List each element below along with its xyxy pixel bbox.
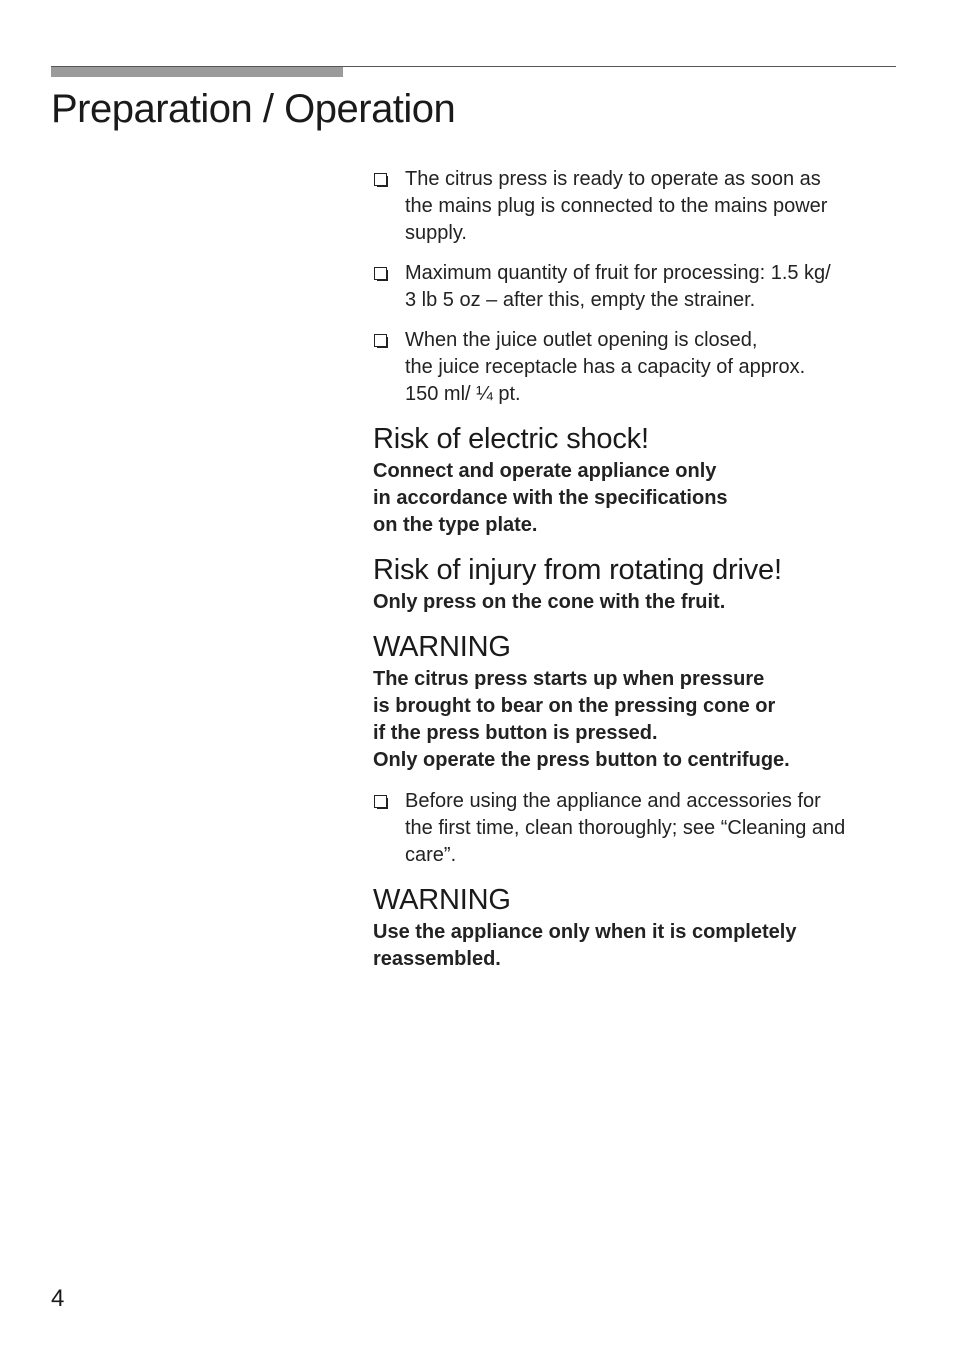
- section-heading: Risk of injury from rotating drive!: [373, 554, 782, 586]
- list-item-text: the mains plug is connected to the mains power: [405, 195, 828, 217]
- warning-line: is brought to bear on the pressing cone or: [373, 695, 776, 717]
- page-number: 4: [51, 1285, 65, 1312]
- warning-text: [373, 458, 893, 539]
- list-item-text: the juice receptacle has a capacity of approx.: [405, 356, 806, 378]
- warning-line: Only operate the press button to centrifuge.: [373, 749, 790, 771]
- warning-line: The citrus press starts up when pressure: [373, 668, 765, 690]
- bullet-list-1: [373, 166, 893, 408]
- list-item: [373, 327, 893, 408]
- list-item: [373, 788, 893, 869]
- warning-line: Only press on the cone with the fruit.: [373, 591, 726, 613]
- warning-line: in accordance with the specifications: [373, 487, 728, 509]
- warning-text: [373, 919, 893, 973]
- list-item-text: the first time, clean thoroughly; see “Cleaning and: [405, 817, 846, 839]
- list-item-text: supply.: [405, 222, 467, 244]
- warning-text: [373, 589, 893, 616]
- checkbox-icon: [374, 267, 387, 280]
- warning-line: if the press button is pressed.: [373, 722, 658, 744]
- list-item-text: Maximum quantity of fruit for processing: 1.5 kg/: [405, 262, 831, 284]
- list-item-text: 150 ml/ ¼ pt.: [405, 383, 521, 405]
- list-item-text: 3 lb 5 oz – after this, empty the strainer.: [405, 289, 756, 311]
- warning-line: on the type plate.: [373, 514, 538, 536]
- checkbox-icon: [374, 334, 387, 347]
- list-item-text: care”.: [405, 844, 457, 866]
- list-item-text: Before using the appliance and accessories for: [405, 790, 821, 812]
- section-rotating-drive: [373, 553, 893, 616]
- list-item: [373, 260, 893, 314]
- checkbox-icon: [374, 173, 387, 186]
- header-rule-accent: [51, 67, 343, 77]
- page-title: Preparation / Operation: [51, 87, 456, 131]
- main-content: [373, 166, 893, 973]
- section-warning-1: [373, 630, 893, 774]
- section-heading: WARNING: [373, 631, 511, 663]
- warning-line: Connect and operate appliance only: [373, 460, 717, 482]
- section-electric-shock: [373, 422, 893, 539]
- section-heading: Risk of electric shock!: [373, 423, 649, 455]
- bullet-list-2: [373, 788, 893, 869]
- section-warning-2: [373, 883, 893, 973]
- list-item: [373, 166, 893, 247]
- warning-text: [373, 666, 893, 774]
- warning-line: Use the appliance only when it is completely: [373, 921, 797, 943]
- list-item-text: When the juice outlet opening is closed,: [405, 329, 758, 351]
- section-heading: WARNING: [373, 884, 511, 916]
- list-item-text: The citrus press is ready to operate as soon as: [405, 168, 821, 190]
- warning-line: reassembled.: [373, 948, 501, 970]
- checkbox-icon: [374, 795, 387, 808]
